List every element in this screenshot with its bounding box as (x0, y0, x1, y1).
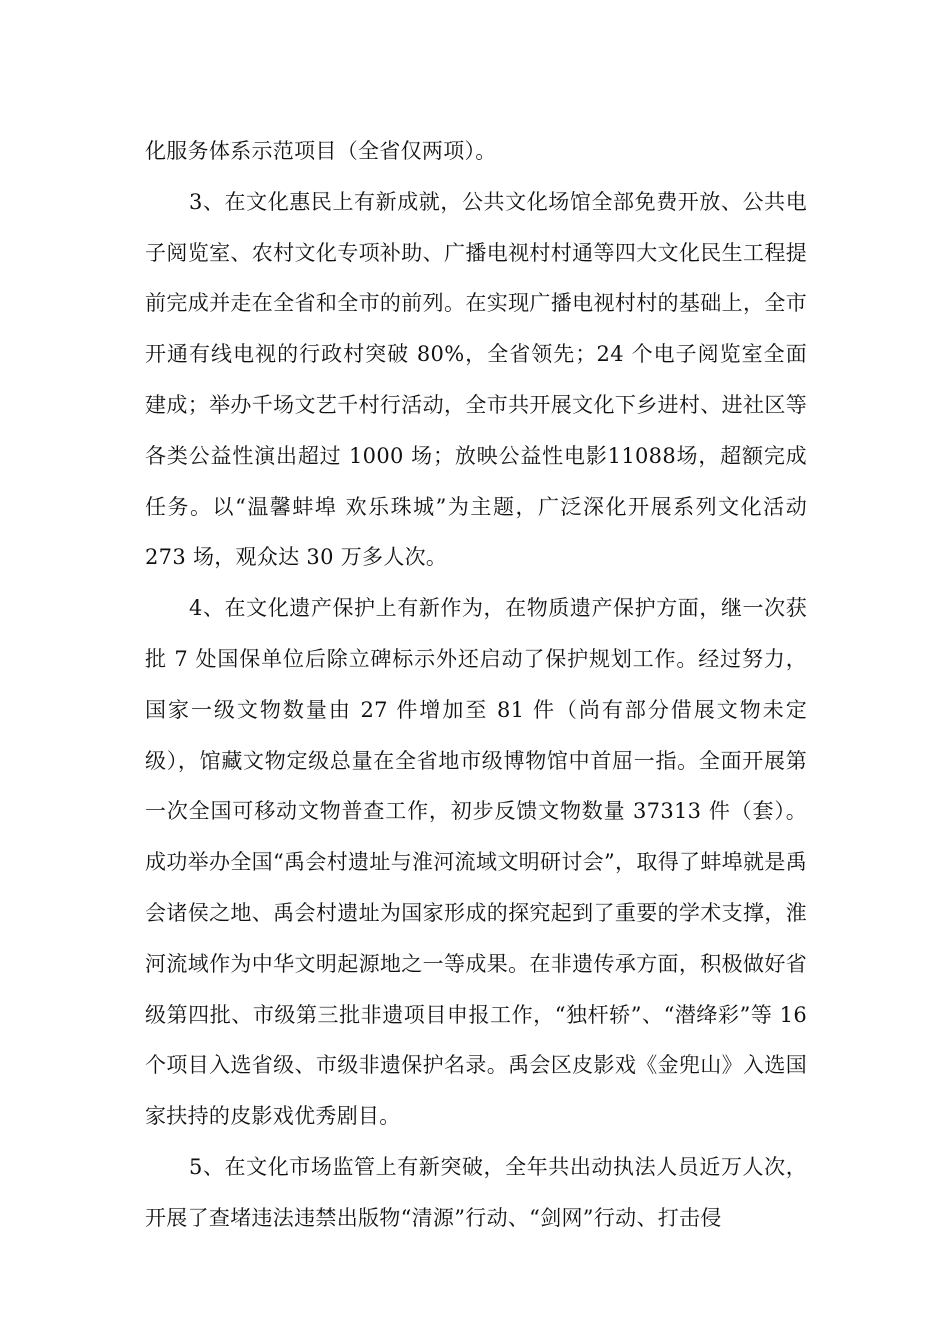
paragraph-heritage-protection: 4、在文化遗产保护上有新作为，在物质遗产保护方面，继一次获批 7 处国保单位后除立碑标示外还启动了保护规划工作。经过努力，国家一级文物数量由 27 件增加至 81 件（尚有部分借展文物未定级），馆藏文物定级总量在全省地市级博物馆中首屈一指。全面开展第一次全国可移动文物普查工作，初步反馈文物数量 37313 件（套）。成功举办全国“禹会村遗址与淮河流域文明研讨会”，取得了蚌埠就是禹会诸侯之地、禹会村遗址为国家形成的探究起到了重要的学术支撑，淮河流域作为中华文明起源地之一等成果。在非遗传承方面，积极做好省级第四批、市级第三批非遗项目申报工作，“独杆轿”、“潜绛彩”等 16 个项目入选省级、市级非遗保护名录。禹会区皮影戏《金兜山》入选国家扶持的皮影戏优秀剧目。 (145, 596, 807, 1129)
paragraph-continuation: 化服务体系示范项目（全省仅两项）。 (145, 139, 497, 163)
paragraph-cultural-benefits: 3、在文化惠民上有新成就，公共文化场馆全部免费开放、公共电子阅览室、农村文化专项补助、广播电视村村通等四大文化民生工程提前完成并走在全省和全市的前列。在实现广播电视村村的基础上，全市开通有线电视的行政村突破 80%，全省领先；24 个电子阅览室全面建成；举办千场文艺千村行活动，全市共开展文化下乡进村、进社区等各类公益性演出超过 1000 场；放映公益性电影11088场，超额完成任务。以“温馨蚌埠 欢乐珠城”为主题，广泛深化开展系列文化活动 273 场，观众达 30 万多人次。 (145, 189, 807, 570)
paragraph-market-supervision: 5、在文化市场监管上有新突破，全年共出动执法人员近万人次，开展了查堵违法违禁出版物“清源”行动、“剑网”行动、打击侵 (145, 1154, 807, 1230)
document-body (145, 126, 807, 1244)
